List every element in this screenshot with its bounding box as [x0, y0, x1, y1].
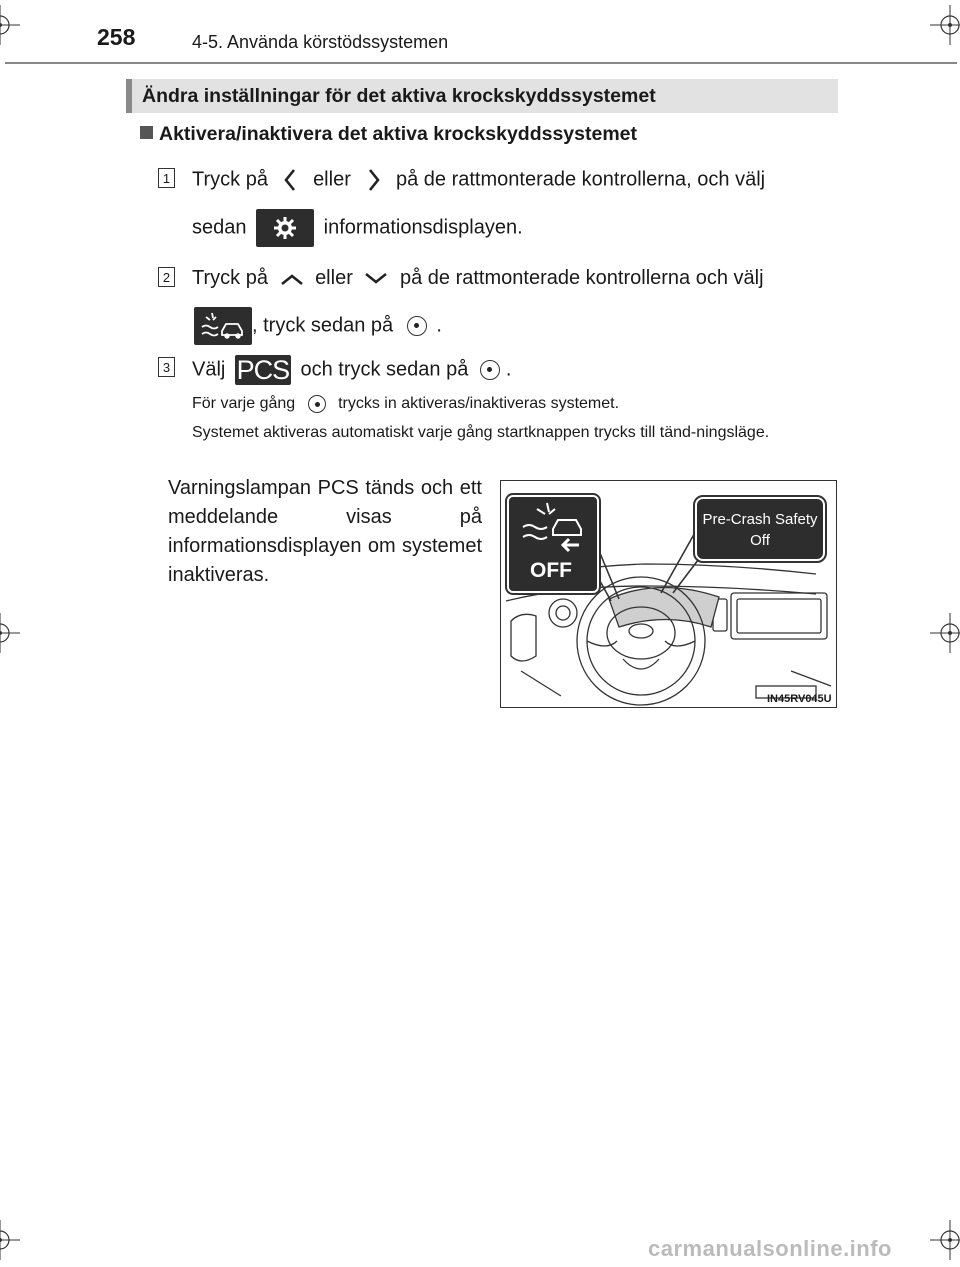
step-2-line-2: , tryck sedan på . — [194, 307, 442, 345]
registration-mark — [930, 5, 960, 45]
chapter-title: 4-5. Använda körstödssystemen — [192, 32, 449, 52]
section-title: Ändra inställningar för det aktiva krockskyddssystemet — [142, 85, 656, 107]
step-2-line-1: Tryck på eller på de rattmonterade kontrollerna och välj — [192, 267, 764, 289]
page-number: 258 — [97, 24, 136, 50]
registration-mark — [0, 1220, 20, 1260]
description-paragraph: Varningslampan PCS tänds och ett meddelande visas på informationsdisplayen om systemet inaktiveras. — [168, 477, 482, 586]
step-number: 1 — [158, 168, 175, 188]
pcs-warning-lamp — [507, 495, 599, 593]
step-1-line-2: sedan informationsdisplayen. — [192, 209, 523, 247]
pcs-settings-icon — [194, 307, 252, 345]
chevron-up-icon — [274, 267, 310, 291]
step-number: 3 — [158, 357, 175, 377]
warning-off-label: OFF — [530, 559, 572, 582]
center-button-icon — [407, 316, 427, 336]
subsection-title: Aktivera/inaktivera det aktiva krockskyddssystemet — [159, 123, 638, 145]
dashboard-illustration — [500, 480, 837, 708]
registration-mark — [930, 1220, 960, 1260]
illustration-code: IN45RV045U — [767, 693, 832, 705]
gear-icon — [256, 209, 314, 247]
chevron-right-icon — [356, 167, 390, 193]
subsection-heading — [140, 123, 637, 146]
display-message-line-1: Pre-Crash Safety — [702, 511, 818, 528]
step-3-line-1: Välj PCS och tryck sedan på . — [192, 355, 512, 385]
step-1-line-1: Tryck på eller på de rattmonterade kontrollerna, och välj — [192, 167, 765, 193]
registration-mark — [0, 5, 20, 45]
chevron-down-icon — [358, 267, 394, 291]
pcs-icon: PCS — [236, 355, 290, 385]
registration-mark — [0, 613, 20, 653]
note-1: För varje gång trycks in aktiveras/inaktiveras systemet. — [192, 395, 620, 412]
chevron-left-icon — [274, 167, 308, 193]
display-message-line-2: Off — [750, 532, 770, 549]
step-number: 2 — [158, 267, 175, 287]
center-button-icon — [308, 395, 326, 413]
registration-mark — [930, 613, 960, 653]
header-divider — [5, 62, 957, 64]
display-message — [695, 497, 825, 561]
center-button-icon — [480, 360, 500, 380]
note-2: Systemet aktiveras automatiskt varje gång startknappen trycks till tänd-ningsläge. — [192, 424, 770, 441]
watermark: carmanualsonline.info — [648, 1236, 892, 1261]
square-bullet-icon — [140, 126, 153, 139]
